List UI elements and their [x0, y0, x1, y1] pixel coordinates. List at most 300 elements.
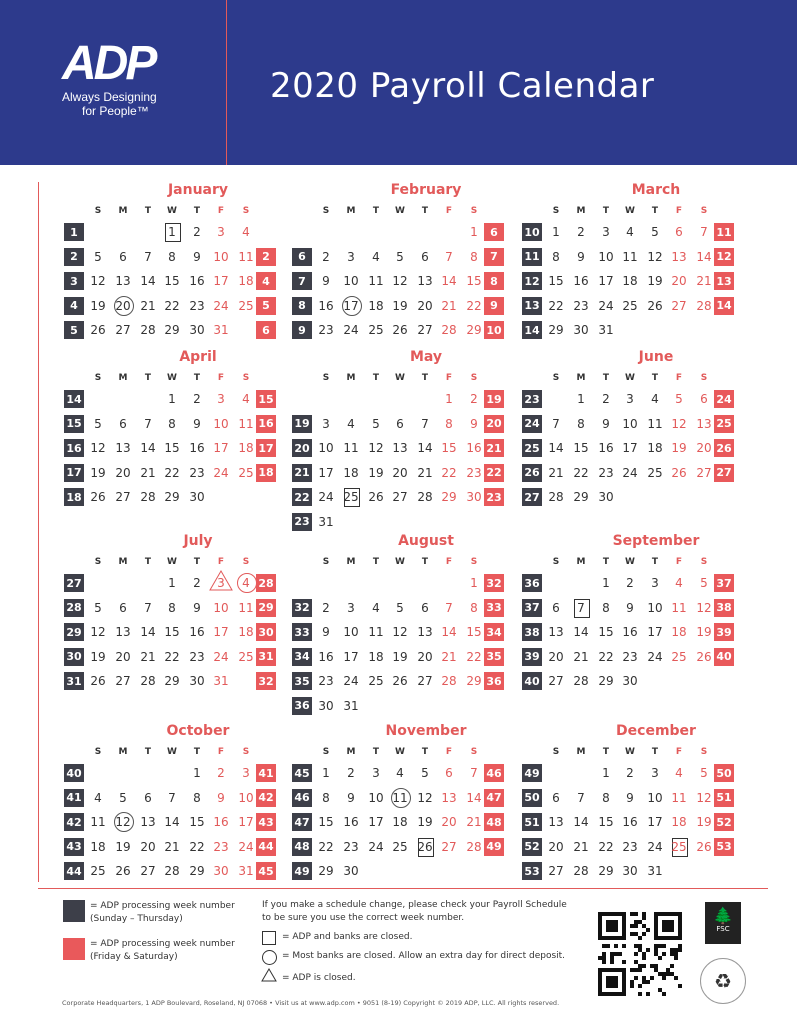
week-number-badge: 3: [64, 272, 84, 290]
calendar-day: [569, 837, 593, 857]
calendar-day: [643, 271, 667, 291]
calendar-day: [667, 389, 691, 409]
weekday-label: S: [700, 206, 708, 216]
calendar-day: [437, 788, 461, 808]
day-number: 11: [90, 815, 106, 829]
week-number-badge: 19: [292, 415, 312, 433]
day-number: 27: [115, 490, 131, 504]
day-number: 18: [368, 298, 384, 313]
day-number: 1: [602, 576, 610, 590]
day-number: 11: [238, 249, 254, 264]
calendar-day: [86, 247, 110, 267]
day-number: 29: [164, 674, 180, 688]
calendar-day: [692, 438, 716, 458]
weekday-label: S: [322, 206, 330, 216]
week-number-badge: 5: [256, 297, 276, 315]
day-number: 4: [372, 600, 380, 615]
calendar-day: [185, 271, 209, 291]
calendar-day: [594, 271, 618, 291]
calendar-day: [86, 271, 110, 291]
legend-triangle: = ADP is closed.: [282, 973, 356, 983]
day-number: 9: [193, 249, 201, 264]
calendar-day: [388, 487, 412, 507]
month-november: [290, 723, 518, 893]
calendar-day: [111, 487, 135, 507]
day-number: 26: [671, 465, 687, 480]
day-number: 24: [343, 323, 359, 337]
calendar-day: [209, 414, 233, 434]
day-number: 12: [417, 790, 433, 805]
day-number: 27: [548, 674, 564, 688]
day-number: 20: [417, 649, 433, 664]
calendar-day: [136, 463, 160, 483]
calendar-day: [388, 788, 412, 808]
day-number: 18: [238, 625, 254, 639]
calendar-day: [111, 647, 135, 667]
calendar-day: [209, 812, 233, 832]
day-number: 3: [347, 249, 355, 264]
month-name: July: [183, 533, 213, 549]
weekday-label: S: [470, 373, 478, 383]
day-number: 13: [115, 441, 131, 455]
day-number: 26: [90, 490, 106, 504]
calendar-day: [86, 788, 110, 808]
calendar-day: [462, 598, 486, 618]
calendar-day: [209, 763, 233, 783]
day-number: 9: [626, 600, 634, 615]
calendar-day: [111, 247, 135, 267]
weekday-label: T: [372, 206, 380, 216]
calendar-day: [86, 622, 110, 642]
day-number: 30: [622, 674, 638, 688]
calendar-day: [462, 296, 486, 316]
calendar-day: [314, 414, 338, 434]
calendar-day: [618, 414, 642, 434]
day-number: 4: [626, 225, 634, 239]
calendar-day: [462, 837, 486, 857]
calendar-day: [234, 598, 258, 618]
calendar-day: [667, 573, 691, 593]
day-number: 1: [168, 225, 176, 239]
month-name: October: [166, 723, 230, 739]
day-number: 16: [189, 441, 205, 455]
day-number: 28: [573, 864, 589, 878]
day-number: 8: [602, 600, 610, 615]
day-number: 3: [322, 416, 330, 431]
day-number: 29: [189, 864, 205, 878]
day-number: 4: [372, 249, 380, 264]
calendar-day: [618, 647, 642, 667]
calendar-day: [413, 788, 437, 808]
day-number: 29: [598, 864, 614, 878]
calendar-day: [111, 271, 135, 291]
day-number: 31: [647, 864, 663, 878]
calendar-day: [643, 463, 667, 483]
week-number-badge: 6: [256, 321, 276, 339]
day-number: 18: [671, 815, 687, 829]
calendar-day: [234, 271, 258, 291]
calendar-day: [209, 837, 233, 857]
calendar-day: [594, 487, 618, 507]
day-number: 1: [193, 766, 201, 780]
week-number-badge: 11: [522, 248, 542, 266]
week-number-badge: 53: [522, 862, 542, 880]
calendar-day: [618, 812, 642, 832]
week-number-badge: 48: [484, 813, 504, 831]
day-number: 5: [651, 225, 659, 239]
day-number: 22: [441, 465, 457, 480]
calendar-day: [234, 222, 258, 242]
day-number: 31: [213, 323, 229, 337]
calendar-day: [314, 812, 338, 832]
calendar-day: [413, 671, 437, 691]
legend-red-line2: (Friday & Saturday): [90, 952, 178, 962]
calendar-day: [692, 647, 716, 667]
left-rule: [38, 182, 39, 882]
day-number: 19: [647, 274, 663, 288]
calendar-day: [569, 487, 593, 507]
day-number: 6: [552, 600, 560, 615]
calendar-day: [160, 487, 184, 507]
day-number: 30: [189, 323, 205, 337]
day-number: 29: [573, 490, 589, 504]
qr-code-icon: [598, 912, 682, 996]
day-number: 7: [144, 249, 152, 264]
day-number: 22: [164, 298, 180, 313]
calendar-day: [314, 296, 338, 316]
calendar-day: [462, 320, 486, 340]
week-number-badge: 23: [292, 513, 312, 531]
day-number: 10: [318, 441, 334, 455]
day-number: 14: [441, 625, 457, 639]
calendar-day: [437, 671, 461, 691]
week-number-badge: 20: [292, 439, 312, 457]
day-number: 30: [213, 864, 229, 878]
week-number-badge: 30: [64, 648, 84, 666]
day-number: 21: [441, 649, 457, 664]
weekday-label: M: [576, 557, 586, 567]
calendar-day: [185, 837, 209, 857]
weekday-label: W: [625, 373, 635, 383]
calendar-day: [388, 296, 412, 316]
day-number: 11: [343, 441, 359, 455]
calendar-day: [314, 671, 338, 691]
calendar-day: [388, 438, 412, 458]
calendar-day: [544, 320, 568, 340]
calendar-day: [160, 647, 184, 667]
calendar-day: [544, 487, 568, 507]
calendar-day: [462, 438, 486, 458]
calendar-day: [388, 320, 412, 340]
weekday-label: T: [651, 747, 659, 757]
calendar-day: [185, 389, 209, 409]
week-number-badge: 33: [484, 599, 504, 617]
week-number-badge: 43: [64, 838, 84, 856]
legend-dark-line1: = ADP processing week number: [90, 901, 235, 911]
calendar-day: [234, 763, 258, 783]
day-number: 27: [115, 323, 131, 337]
day-number: 18: [238, 441, 254, 455]
calendar-day: [111, 463, 135, 483]
calendar-day: [618, 247, 642, 267]
day-number: 23: [598, 465, 614, 480]
day-number: 9: [602, 416, 610, 431]
day-number: 8: [470, 600, 478, 615]
calendar-day: [86, 812, 110, 832]
day-number: 11: [238, 416, 254, 431]
weekday-label: T: [144, 373, 152, 383]
day-number: 17: [213, 441, 229, 455]
day-number: 22: [598, 839, 614, 854]
day-number: 15: [573, 441, 589, 455]
calendar-day: [364, 647, 388, 667]
day-number: 15: [466, 625, 482, 639]
calendar-day: [413, 812, 437, 832]
weekday-label: F: [217, 747, 225, 757]
calendar-day: [437, 296, 461, 316]
week-number-badge: 2: [64, 248, 84, 266]
day-number: 19: [392, 298, 408, 313]
calendar-day: [339, 696, 363, 716]
day-number: 12: [90, 625, 106, 639]
week-number-badge: 4: [64, 297, 84, 315]
calendar-day: [667, 247, 691, 267]
calendar-day: [692, 837, 716, 857]
calendar-day: [462, 573, 486, 593]
weekday-label: S: [322, 373, 330, 383]
day-number: 12: [696, 600, 712, 615]
day-number: 21: [548, 465, 564, 480]
calendar-day: [209, 296, 233, 316]
weekday-label: W: [625, 747, 635, 757]
day-number: 13: [115, 274, 131, 288]
week-number-badge: 23: [522, 390, 542, 408]
calendar-day: [364, 763, 388, 783]
adp-logo: [62, 37, 182, 118]
day-number: 8: [577, 416, 585, 431]
day-number: 15: [189, 815, 205, 829]
day-number: 18: [90, 839, 106, 854]
week-number-badge: 46: [484, 764, 504, 782]
week-number-badge: 38: [522, 623, 542, 641]
calendar-day: [111, 622, 135, 642]
day-number: 27: [548, 864, 564, 878]
calendar-day: [437, 247, 461, 267]
calendar-day: [544, 622, 568, 642]
day-number: 22: [573, 465, 589, 480]
day-number: 29: [548, 323, 564, 337]
day-number: 9: [347, 790, 355, 805]
calendar-day: [339, 271, 363, 291]
day-number: 27: [417, 323, 433, 337]
day-number: 16: [573, 274, 589, 288]
week-number-badge: 10: [484, 321, 504, 339]
calendar-day: [209, 598, 233, 618]
day-number: 22: [466, 649, 482, 664]
calendar-day: [339, 763, 363, 783]
day-number: 31: [318, 514, 334, 529]
calendar-day: [667, 812, 691, 832]
calendar-day: [462, 271, 486, 291]
weekday-label: T: [144, 747, 152, 757]
calendar-day: [437, 812, 461, 832]
calendar-day: [339, 487, 363, 507]
day-number: 31: [238, 864, 254, 878]
day-number: 30: [622, 864, 638, 878]
week-number-badge: 26: [714, 439, 734, 457]
weekday-label: M: [346, 206, 356, 216]
calendar-day: [544, 247, 568, 267]
day-number: 9: [193, 600, 201, 615]
day-number: 11: [392, 790, 408, 805]
calendar-day: [209, 788, 233, 808]
week-number-badge: 9: [484, 297, 504, 315]
day-number: 13: [392, 441, 408, 455]
day-number: 14: [466, 790, 482, 805]
calendar-day: [643, 647, 667, 667]
calendar-day: [160, 222, 184, 242]
calendar-day: [413, 320, 437, 340]
calendar-day: [569, 647, 593, 667]
week-number-badge: 15: [64, 415, 84, 433]
calendar-day: [388, 598, 412, 618]
calendar-day: [86, 487, 110, 507]
calendar-day: [314, 861, 338, 881]
week-number-badge: 15: [256, 390, 276, 408]
calendar-day: [544, 671, 568, 691]
calendar-day: [339, 812, 363, 832]
week-number-badge: 24: [714, 390, 734, 408]
calendar-day: [462, 463, 486, 483]
week-number-badge: 37: [522, 599, 542, 617]
day-number: 13: [548, 815, 564, 829]
day-number: 16: [622, 625, 638, 639]
day-number: 4: [396, 766, 404, 780]
day-number: 15: [164, 625, 180, 639]
day-number: 13: [441, 790, 457, 805]
weekday-label: S: [322, 557, 330, 567]
calendar-day: [594, 414, 618, 434]
day-number: 16: [318, 298, 334, 313]
day-number: 21: [164, 839, 180, 854]
calendar-day: [364, 463, 388, 483]
weekday-label: T: [602, 557, 610, 567]
legend-note-line2: to be sure you use the correct week number.: [262, 913, 465, 923]
month-name: August: [398, 533, 454, 549]
calendar-day: [643, 414, 667, 434]
calendar-day: [364, 671, 388, 691]
day-number: 3: [651, 766, 659, 780]
day-number: 18: [671, 625, 687, 639]
legend-dark-line2: (Sunday – Thursday): [90, 914, 183, 924]
month-december: [520, 723, 748, 893]
day-number: 28: [548, 490, 564, 504]
calendar-day: [594, 296, 618, 316]
day-number: 27: [115, 674, 131, 688]
day-number: 14: [573, 815, 589, 829]
day-number: 26: [392, 323, 408, 337]
day-number: 2: [626, 766, 634, 780]
calendar-day: [618, 788, 642, 808]
calendar-day: [136, 671, 160, 691]
day-number: 10: [368, 790, 384, 805]
day-number: 12: [671, 416, 687, 431]
calendar-day: [692, 622, 716, 642]
week-number-badge: 36: [522, 574, 542, 592]
calendar-day: [569, 247, 593, 267]
week-number-badge: 32: [484, 574, 504, 592]
day-number: 9: [217, 790, 225, 805]
weekday-label: W: [167, 206, 177, 216]
day-number: 4: [675, 576, 683, 590]
calendar-day: [364, 296, 388, 316]
week-number-badge: 40: [64, 764, 84, 782]
calendar-day: [618, 573, 642, 593]
weekday-label: W: [395, 373, 405, 383]
calendar-day: [594, 463, 618, 483]
week-number-badge: 13: [522, 297, 542, 315]
calendar-day: [160, 598, 184, 618]
day-number: 2: [470, 392, 478, 406]
calendar-day: [136, 647, 160, 667]
week-number-badge: 8: [292, 297, 312, 315]
calendar-day: [413, 763, 437, 783]
month-name: January: [167, 182, 229, 198]
calendar-day: [413, 271, 437, 291]
day-number: 14: [140, 625, 156, 639]
day-number: 5: [119, 790, 127, 805]
day-number: 10: [647, 790, 663, 805]
day-number: 10: [622, 416, 638, 431]
fsc-logo-icon: 🌲 FSC: [705, 902, 741, 944]
week-number-badge: 41: [64, 789, 84, 807]
calendar-day: [413, 598, 437, 618]
calendar-day: [594, 573, 618, 593]
calendar-day: [339, 671, 363, 691]
legend-circle: = Most banks are closed. Allow an extra day for direct deposit.: [282, 951, 566, 961]
calendar-day: [437, 320, 461, 340]
day-number: 4: [651, 392, 659, 406]
day-number: 3: [217, 392, 225, 406]
calendar-day: [364, 414, 388, 434]
week-number-badge: 14: [522, 321, 542, 339]
week-number-badge: 49: [292, 862, 312, 880]
calendar-day: [364, 247, 388, 267]
week-number-badge: 17: [64, 464, 84, 482]
week-number-badge: 13: [714, 272, 734, 290]
day-number: 1: [602, 766, 610, 780]
day-number: 20: [417, 298, 433, 313]
calendar-day: [643, 296, 667, 316]
day-number: 16: [189, 625, 205, 639]
calendar-day: [234, 861, 258, 881]
day-number: 26: [696, 649, 712, 664]
calendar-day: [339, 788, 363, 808]
weekday-label: W: [167, 557, 177, 567]
calendar-day: [692, 414, 716, 434]
weekday-label: S: [552, 206, 560, 216]
day-number: 17: [213, 274, 229, 288]
calendar-day: [339, 438, 363, 458]
month-september: [520, 533, 748, 703]
calendar-day: [618, 438, 642, 458]
calendar-day: [314, 647, 338, 667]
calendar-day: [643, 438, 667, 458]
calendar-day: [594, 861, 618, 881]
calendar-day: [569, 296, 593, 316]
calendar-day: [314, 837, 338, 857]
calendar-day: [618, 861, 642, 881]
